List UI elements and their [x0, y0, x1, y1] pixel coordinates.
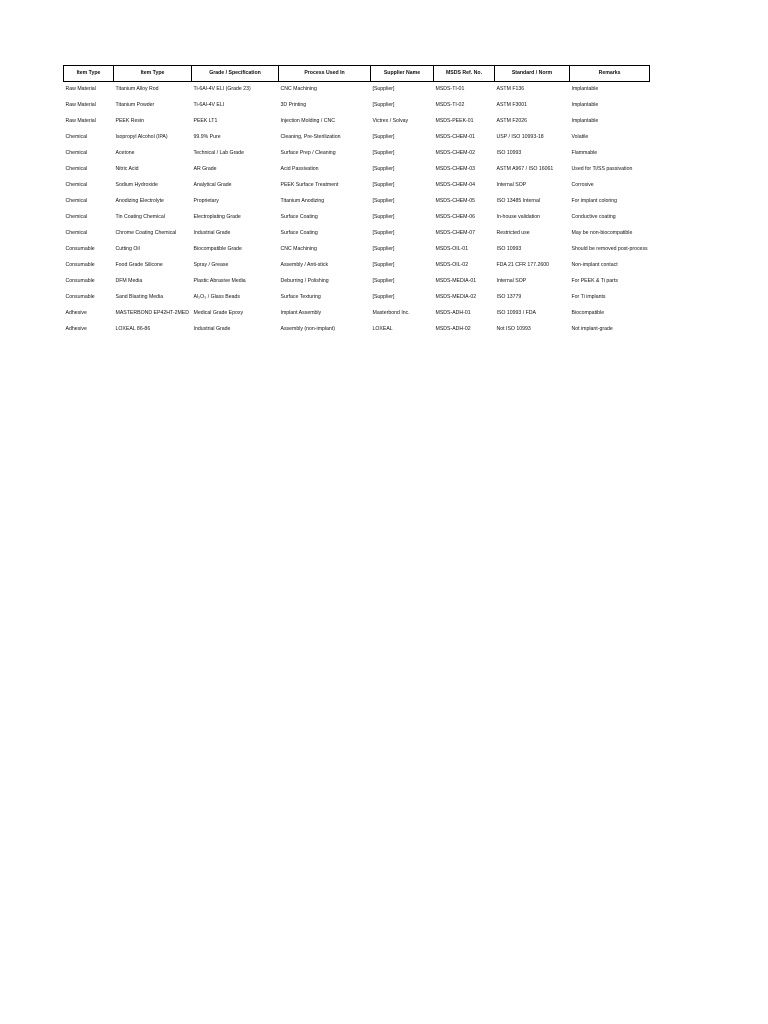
cell-standard: Internal SOP — [496, 182, 527, 189]
header-item-type: Item Type — [64, 66, 114, 82]
cell-item-type: Raw Material — [65, 118, 96, 125]
cell-supplier: Masterbond Inc. — [372, 310, 410, 317]
cell-item-name: Anodizing Electrolyte — [115, 198, 164, 205]
cell-process: Deburring / Polishing — [280, 278, 329, 285]
cell-remarks: Implantable — [571, 86, 599, 93]
cell-remarks: Volatile — [571, 134, 589, 141]
table-row — [64, 242, 650, 258]
cell-grade: Ti-6Al-4V ELI (Grade 23) — [193, 86, 251, 93]
cell-msds-ref: MSDS-MEDIA-02 — [435, 294, 477, 301]
cell-grade: Industrial Grade — [193, 326, 231, 333]
cell-item-name: Titanium Alloy Rod — [115, 86, 159, 93]
cell-supplier: [Supplier] — [372, 198, 395, 205]
cell-grade: Plastic Abrasive Media — [193, 278, 246, 285]
cell-item-type: Chemical — [65, 166, 88, 173]
cell-supplier: [Supplier] — [372, 86, 395, 93]
cell-msds-ref: MSDS-OIL-02 — [435, 262, 469, 269]
cell-process: Surface Coating — [280, 230, 318, 237]
cell-process: Surface Prep / Cleaning — [280, 150, 336, 157]
cell-msds-ref: MSDS-PEEK-01 — [435, 118, 474, 125]
cell-msds-ref: MSDS-CHEM-05 — [435, 198, 475, 205]
cell-supplier: [Supplier] — [372, 166, 395, 173]
cell-standard: ISO 10993 — [496, 246, 522, 253]
cell-process: CNC Machining — [280, 246, 317, 253]
header-row — [64, 66, 650, 82]
cell-msds-ref: MSDS-CHEM-02 — [435, 150, 475, 157]
cell-supplier: [Supplier] — [372, 150, 395, 157]
header-item-name: Item Type — [114, 66, 192, 82]
cell-remarks: Corrosive — [571, 182, 594, 189]
header-remarks: Remarks — [570, 66, 650, 82]
cell-grade: Industrial Grade — [193, 230, 231, 237]
cell-item-type: Chemical — [65, 182, 88, 189]
cell-msds-ref: MSDS-CHEM-03 — [435, 166, 475, 173]
cell-standard: ISO 10993 / FDA — [496, 310, 537, 317]
cell-item-type: Raw Material — [65, 102, 96, 109]
cell-msds-ref: MSDS-OIL-01 — [435, 246, 469, 253]
cell-grade: AR Grade — [193, 166, 217, 173]
table-row — [64, 178, 650, 194]
cell-msds-ref: MSDS-ADH-02 — [435, 326, 471, 333]
cell-remarks: Not implant-grade — [571, 326, 613, 333]
cell-msds-ref: MSDS-CHEM-07 — [435, 230, 475, 237]
cell-grade: Ti-6Al-4V ELI — [193, 102, 225, 109]
cell-standard: Not ISO 10993 — [496, 326, 531, 333]
cell-standard: Restricted use — [496, 230, 530, 237]
table-row — [64, 82, 650, 99]
cell-item-name: PEEK Resin — [115, 118, 145, 125]
table-row — [64, 306, 650, 322]
cell-remarks: Flammable — [571, 150, 598, 157]
cell-item-name: Nitric Acid — [115, 166, 139, 173]
cell-grade: Technical / Lab Grade — [193, 150, 244, 157]
cell-item-type: Chemical — [65, 134, 88, 141]
cell-standard: ISO 10993 — [496, 150, 522, 157]
cell-process: Injection Molding / CNC — [280, 118, 335, 125]
cell-item-name: Acetone — [115, 150, 135, 157]
cell-supplier: [Supplier] — [372, 262, 395, 269]
cell-item-name: Isopropyl Alcohol (IPA) — [115, 134, 168, 141]
cell-process: Acid Passivation — [280, 166, 319, 173]
cell-item-name: MASTERBOND EP42HT-2MED — [115, 310, 190, 317]
cell-remarks: Used for Ti/SS passivation — [571, 166, 633, 173]
header-process: Process Used In — [279, 66, 371, 82]
header-supplier: Supplier Name — [371, 66, 434, 82]
cell-item-name: Food Grade Silicone — [115, 262, 163, 269]
cell-grade: Al₂O₃ / Glass Beads — [193, 294, 241, 301]
cell-remarks: For PEEK & Ti parts — [571, 278, 618, 285]
cell-grade: Analytical Grade — [193, 182, 232, 189]
cell-standard: Internal SOP — [496, 278, 527, 285]
cell-standard: ISO 13485 Internal — [496, 198, 541, 205]
cell-remarks: May be non-biocompatible — [571, 230, 633, 237]
table-row — [64, 210, 650, 226]
cell-supplier: [Supplier] — [372, 278, 395, 285]
cell-item-name: DFM Media — [115, 278, 143, 285]
table-row — [64, 226, 650, 242]
cell-process: CNC Machining — [280, 86, 317, 93]
cell-standard: ASTM F3001 — [496, 102, 528, 109]
cell-standard: In-house validation — [496, 214, 541, 221]
cell-standard: ASTM F2026 — [496, 118, 528, 125]
cell-remarks: Biocompatible — [571, 310, 605, 317]
table-body — [64, 82, 650, 339]
table-row — [64, 130, 650, 146]
table-row — [64, 258, 650, 274]
table-row — [64, 162, 650, 178]
cell-process: Surface Coating — [280, 214, 318, 221]
cell-item-type: Raw Material — [65, 86, 96, 93]
cell-supplier: [Supplier] — [372, 214, 395, 221]
cell-process: Assembly (non-implant) — [280, 326, 335, 333]
cell-item-name: Tin Coating Chemical — [115, 214, 165, 221]
cell-process: PEEK Surface Treatment — [280, 182, 339, 189]
cell-standard: ASTM A967 / ISO 16061 — [496, 166, 554, 173]
cell-remarks: Implantable — [571, 102, 599, 109]
cell-standard: ASTM F136 — [496, 86, 525, 93]
cell-process: Cleaning, Pre-Sterilization — [280, 134, 341, 141]
cell-standard: FDA 21 CFR 177.2600 — [496, 262, 549, 269]
cell-grade: Medical Grade Epoxy — [193, 310, 244, 317]
cell-item-type: Consumable — [65, 246, 95, 253]
cell-remarks: For implant coloring — [571, 198, 618, 205]
table-header — [64, 66, 650, 82]
cell-supplier: [Supplier] — [372, 182, 395, 189]
cell-grade: Proprietary — [193, 198, 219, 205]
cell-process: Surface Texturing — [280, 294, 321, 301]
cell-item-type: Chemical — [65, 214, 88, 221]
cell-supplier: [Supplier] — [372, 294, 395, 301]
cell-item-name: Sodium Hydroxide — [115, 182, 158, 189]
cell-supplier: [Supplier] — [372, 230, 395, 237]
cell-remarks: Should be removed post-process — [571, 246, 648, 253]
cell-item-name: Chrome Coating Chemical — [115, 230, 177, 237]
cell-item-type: Chemical — [65, 150, 88, 157]
cell-msds-ref: MSDS-ADH-01 — [435, 310, 471, 317]
cell-remarks: Conductive coating — [571, 214, 616, 221]
cell-msds-ref: MSDS-CHEM-04 — [435, 182, 475, 189]
table-row — [64, 98, 650, 114]
cell-process: Titanium Anodizing — [280, 198, 325, 205]
cell-remarks: For Ti implants — [571, 294, 606, 301]
cell-process: Implant Assembly — [280, 310, 322, 317]
cell-grade: 99.9% Pure — [193, 134, 221, 141]
cell-msds-ref: MSDS-CHEM-01 — [435, 134, 475, 141]
cell-standard: USP / ISO 10993-18 — [496, 134, 544, 141]
cell-item-name: Titanium Powder — [115, 102, 155, 109]
cell-msds-ref: MSDS-MEDIA-01 — [435, 278, 477, 285]
cell-grade: Biocompatible Grade — [193, 246, 242, 253]
msds-table — [63, 65, 650, 338]
cell-remarks: Implantable — [571, 118, 599, 125]
cell-grade: Spray / Grease — [193, 262, 229, 269]
header-grade: Grade / Specification — [192, 66, 279, 82]
table-row — [64, 322, 650, 338]
cell-item-type: Chemical — [65, 198, 88, 205]
cell-supplier: [Supplier] — [372, 134, 395, 141]
cell-process: 3D Printing — [280, 102, 307, 109]
header-standard: Standard / Norm — [495, 66, 570, 82]
cell-item-type: Consumable — [65, 262, 95, 269]
header-msds-ref: MSDS Ref. No. — [434, 66, 495, 82]
cell-item-name: Cutting Oil — [115, 246, 140, 253]
cell-item-type: Adhesive — [65, 310, 87, 317]
cell-item-type: Chemical — [65, 230, 88, 237]
cell-remarks: Non-implant contact — [571, 262, 618, 269]
cell-item-type: Adhesive — [65, 326, 87, 333]
cell-supplier: Victrex / Solvay — [372, 118, 409, 125]
cell-msds-ref: MSDS-CHEM-06 — [435, 214, 475, 221]
table-row — [64, 290, 650, 306]
table-row — [64, 114, 650, 130]
cell-supplier: [Supplier] — [372, 246, 395, 253]
cell-grade: PEEK LT1 — [193, 118, 218, 125]
cell-msds-ref: MSDS-TI-01 — [435, 86, 465, 93]
table-row — [64, 274, 650, 290]
cell-item-type: Consumable — [65, 294, 95, 301]
cell-supplier: [Supplier] — [372, 102, 395, 109]
cell-process: Assembly / Anti-stick — [280, 262, 329, 269]
cell-standard: ISO 13779 — [496, 294, 522, 301]
cell-supplier: LOXEAL — [372, 326, 393, 333]
cell-msds-ref: MSDS-TI-02 — [435, 102, 465, 109]
cell-item-name: LOXEAL 86-86 — [115, 326, 151, 333]
cell-item-name: Sand Blasting Media — [115, 294, 164, 301]
cell-item-type: Consumable — [65, 278, 95, 285]
table-row — [64, 194, 650, 210]
cell-grade: Electroplating Grade — [193, 214, 241, 221]
table-row — [64, 146, 650, 162]
